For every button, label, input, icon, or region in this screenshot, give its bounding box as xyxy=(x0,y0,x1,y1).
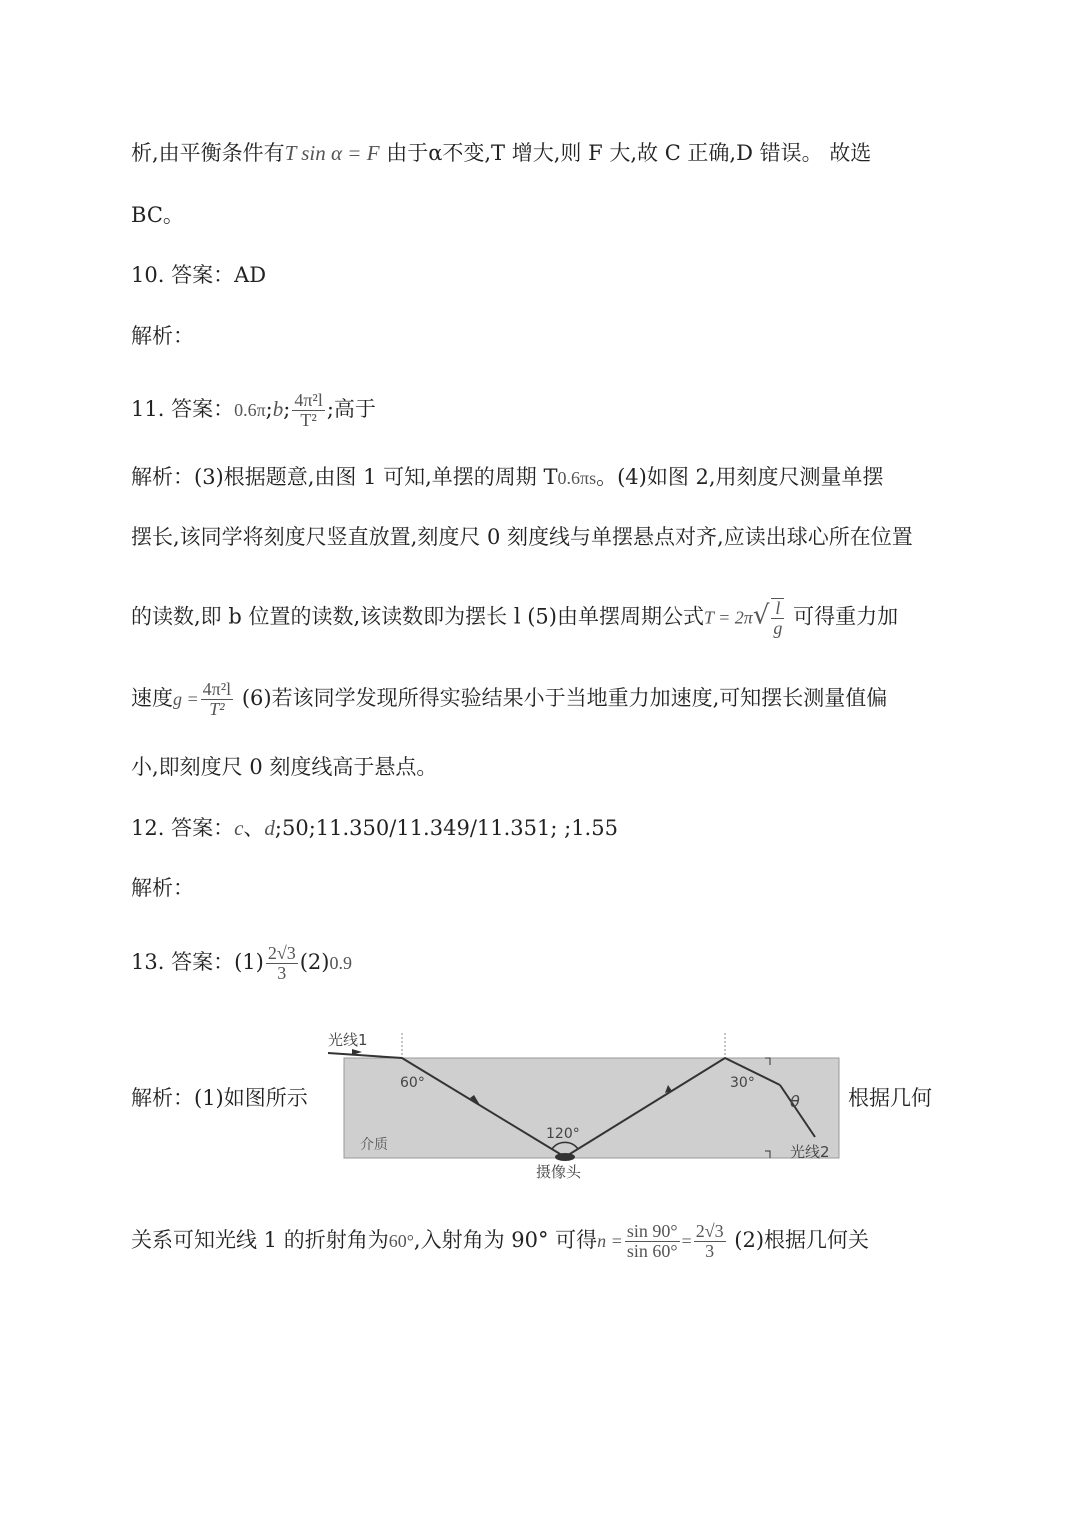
text-line-2 xyxy=(131,200,184,230)
text: 解析： xyxy=(131,324,194,348)
ray1-label: 光线1 xyxy=(328,1031,368,1049)
text: 10. 答案：AD xyxy=(131,263,267,287)
formula-fraction xyxy=(201,680,234,719)
analysis-10 xyxy=(131,321,194,351)
numerator: 2√3 xyxy=(695,1221,724,1241)
text: 关系可知光线 1 的折射角为 xyxy=(131,1227,389,1252)
text: (2)根据几何关 xyxy=(734,1227,870,1252)
theta-label: θ xyxy=(790,1092,800,1111)
denominator: T² xyxy=(300,409,317,430)
formula-period-formula: T = 2π xyxy=(703,607,753,628)
numerator: l xyxy=(771,599,784,619)
text: 12. 答案： xyxy=(131,816,235,840)
formula-fraction xyxy=(694,1222,726,1261)
analysis-11-line-1 xyxy=(131,462,884,493)
text: 摆长,该同学将刻度尺竖直放置,刻度尺 0 刻度线与单摆悬点对齐,应读出球心所在位置 xyxy=(131,525,913,549)
text: ;50;11.350/11.349/11.351; ;1.55 xyxy=(274,816,618,840)
answer-10 xyxy=(131,260,266,290)
denominator: sin 60° xyxy=(626,1240,678,1261)
numerator: 4π²l xyxy=(294,390,323,410)
text: 。(4)如图 2,用刻度尺测量单摆 xyxy=(596,465,884,489)
text: ; xyxy=(283,396,291,421)
formula-n: n = xyxy=(597,1230,623,1251)
numerator: 2√3 xyxy=(267,943,296,963)
camera-dot xyxy=(555,1153,575,1161)
numerator: 4π²l xyxy=(202,679,232,699)
text: 解析：(1)如图所示 xyxy=(131,1086,308,1110)
angle-60-label: 60° xyxy=(400,1075,425,1091)
text: (2) xyxy=(299,949,330,974)
text: BC。 xyxy=(131,203,184,227)
text: 析,由平衡条件有 xyxy=(131,141,285,165)
formula-tsin: T sin α = F xyxy=(284,141,380,165)
denominator: g xyxy=(773,617,783,638)
numerator: sin 90° xyxy=(626,1221,678,1241)
text: 速度 xyxy=(131,685,173,710)
text: 11. 答案： xyxy=(131,396,235,421)
formula-fraction xyxy=(266,944,298,983)
formula-d: d xyxy=(264,816,275,840)
angle-120-label: 120° xyxy=(546,1126,580,1142)
analysis-13-line-1-right xyxy=(848,1083,932,1113)
analysis-11-line-5 xyxy=(131,752,437,782)
analysis-12 xyxy=(131,873,194,903)
formula-fraction xyxy=(625,1222,680,1261)
ray2-label: 光线2 xyxy=(790,1143,830,1161)
text: ,入射角为 90° 可得 xyxy=(413,1227,598,1252)
text: 解析：(3)根据题意,由图 1 可知,单摆的周期 T xyxy=(131,465,558,489)
answer-12 xyxy=(131,813,618,843)
text: ; xyxy=(265,396,273,421)
text: 根据几何 xyxy=(848,1086,932,1110)
formula-period: 0.6π xyxy=(234,399,266,420)
refraction-diagram xyxy=(320,1025,850,1185)
denominator: 3 xyxy=(705,1240,715,1261)
text: 解析： xyxy=(131,876,194,900)
denominator: T² xyxy=(209,698,225,719)
camera-label: 摄像头 xyxy=(536,1163,582,1181)
equals: = xyxy=(681,1230,692,1251)
formula-angle: 60° xyxy=(388,1230,414,1251)
angle-30-label: 30° xyxy=(730,1075,755,1091)
text: 的读数,即 b 位置的读数,该读数即为摆长 l (5)由单摆周期公式 xyxy=(131,604,704,629)
answer-11 xyxy=(131,391,376,430)
text: 可得重力加 xyxy=(793,604,899,629)
medium-block xyxy=(344,1058,839,1158)
analysis-11-line-3: 的读数,即 b 位置的读数,该读数即为摆长 l (5)由单摆周期公式T = 2π√ $\frac{l}{g}$ 可得重力加 xyxy=(131,598,899,638)
analysis-13-line-1-left xyxy=(131,1083,308,1113)
text: ;高于 xyxy=(326,396,376,421)
medium-label: 介质 xyxy=(360,1137,388,1153)
analysis-13-line-2 xyxy=(131,1222,869,1261)
text: 小,即刻度尺 0 刻度线高于悬点。 xyxy=(131,755,438,779)
text-line-1 xyxy=(131,138,871,168)
text: 由于α不变,T 增大,则 F 大,故 C 正确,D 错误。 故选 xyxy=(386,141,872,165)
formula-period: 0.6πs xyxy=(557,468,597,488)
text: (6)若该同学发现所得实验结果小于当地重力加速度,可知摆长测量值偏 xyxy=(241,685,888,710)
formula-b: b xyxy=(272,396,284,421)
text: 、 xyxy=(243,816,265,840)
answer-13 xyxy=(131,944,352,983)
analysis-11-line-4 xyxy=(131,680,887,719)
formula-fraction xyxy=(292,391,325,430)
text: 13. 答案：(1) xyxy=(131,949,264,974)
formula-g: g = xyxy=(173,688,199,709)
formula-sqrt-fraction xyxy=(771,598,784,638)
formula-value: 0.9 xyxy=(329,952,352,973)
denominator: 3 xyxy=(277,962,287,983)
formula-c: c xyxy=(234,816,244,840)
analysis-11-line-2 xyxy=(131,522,913,552)
